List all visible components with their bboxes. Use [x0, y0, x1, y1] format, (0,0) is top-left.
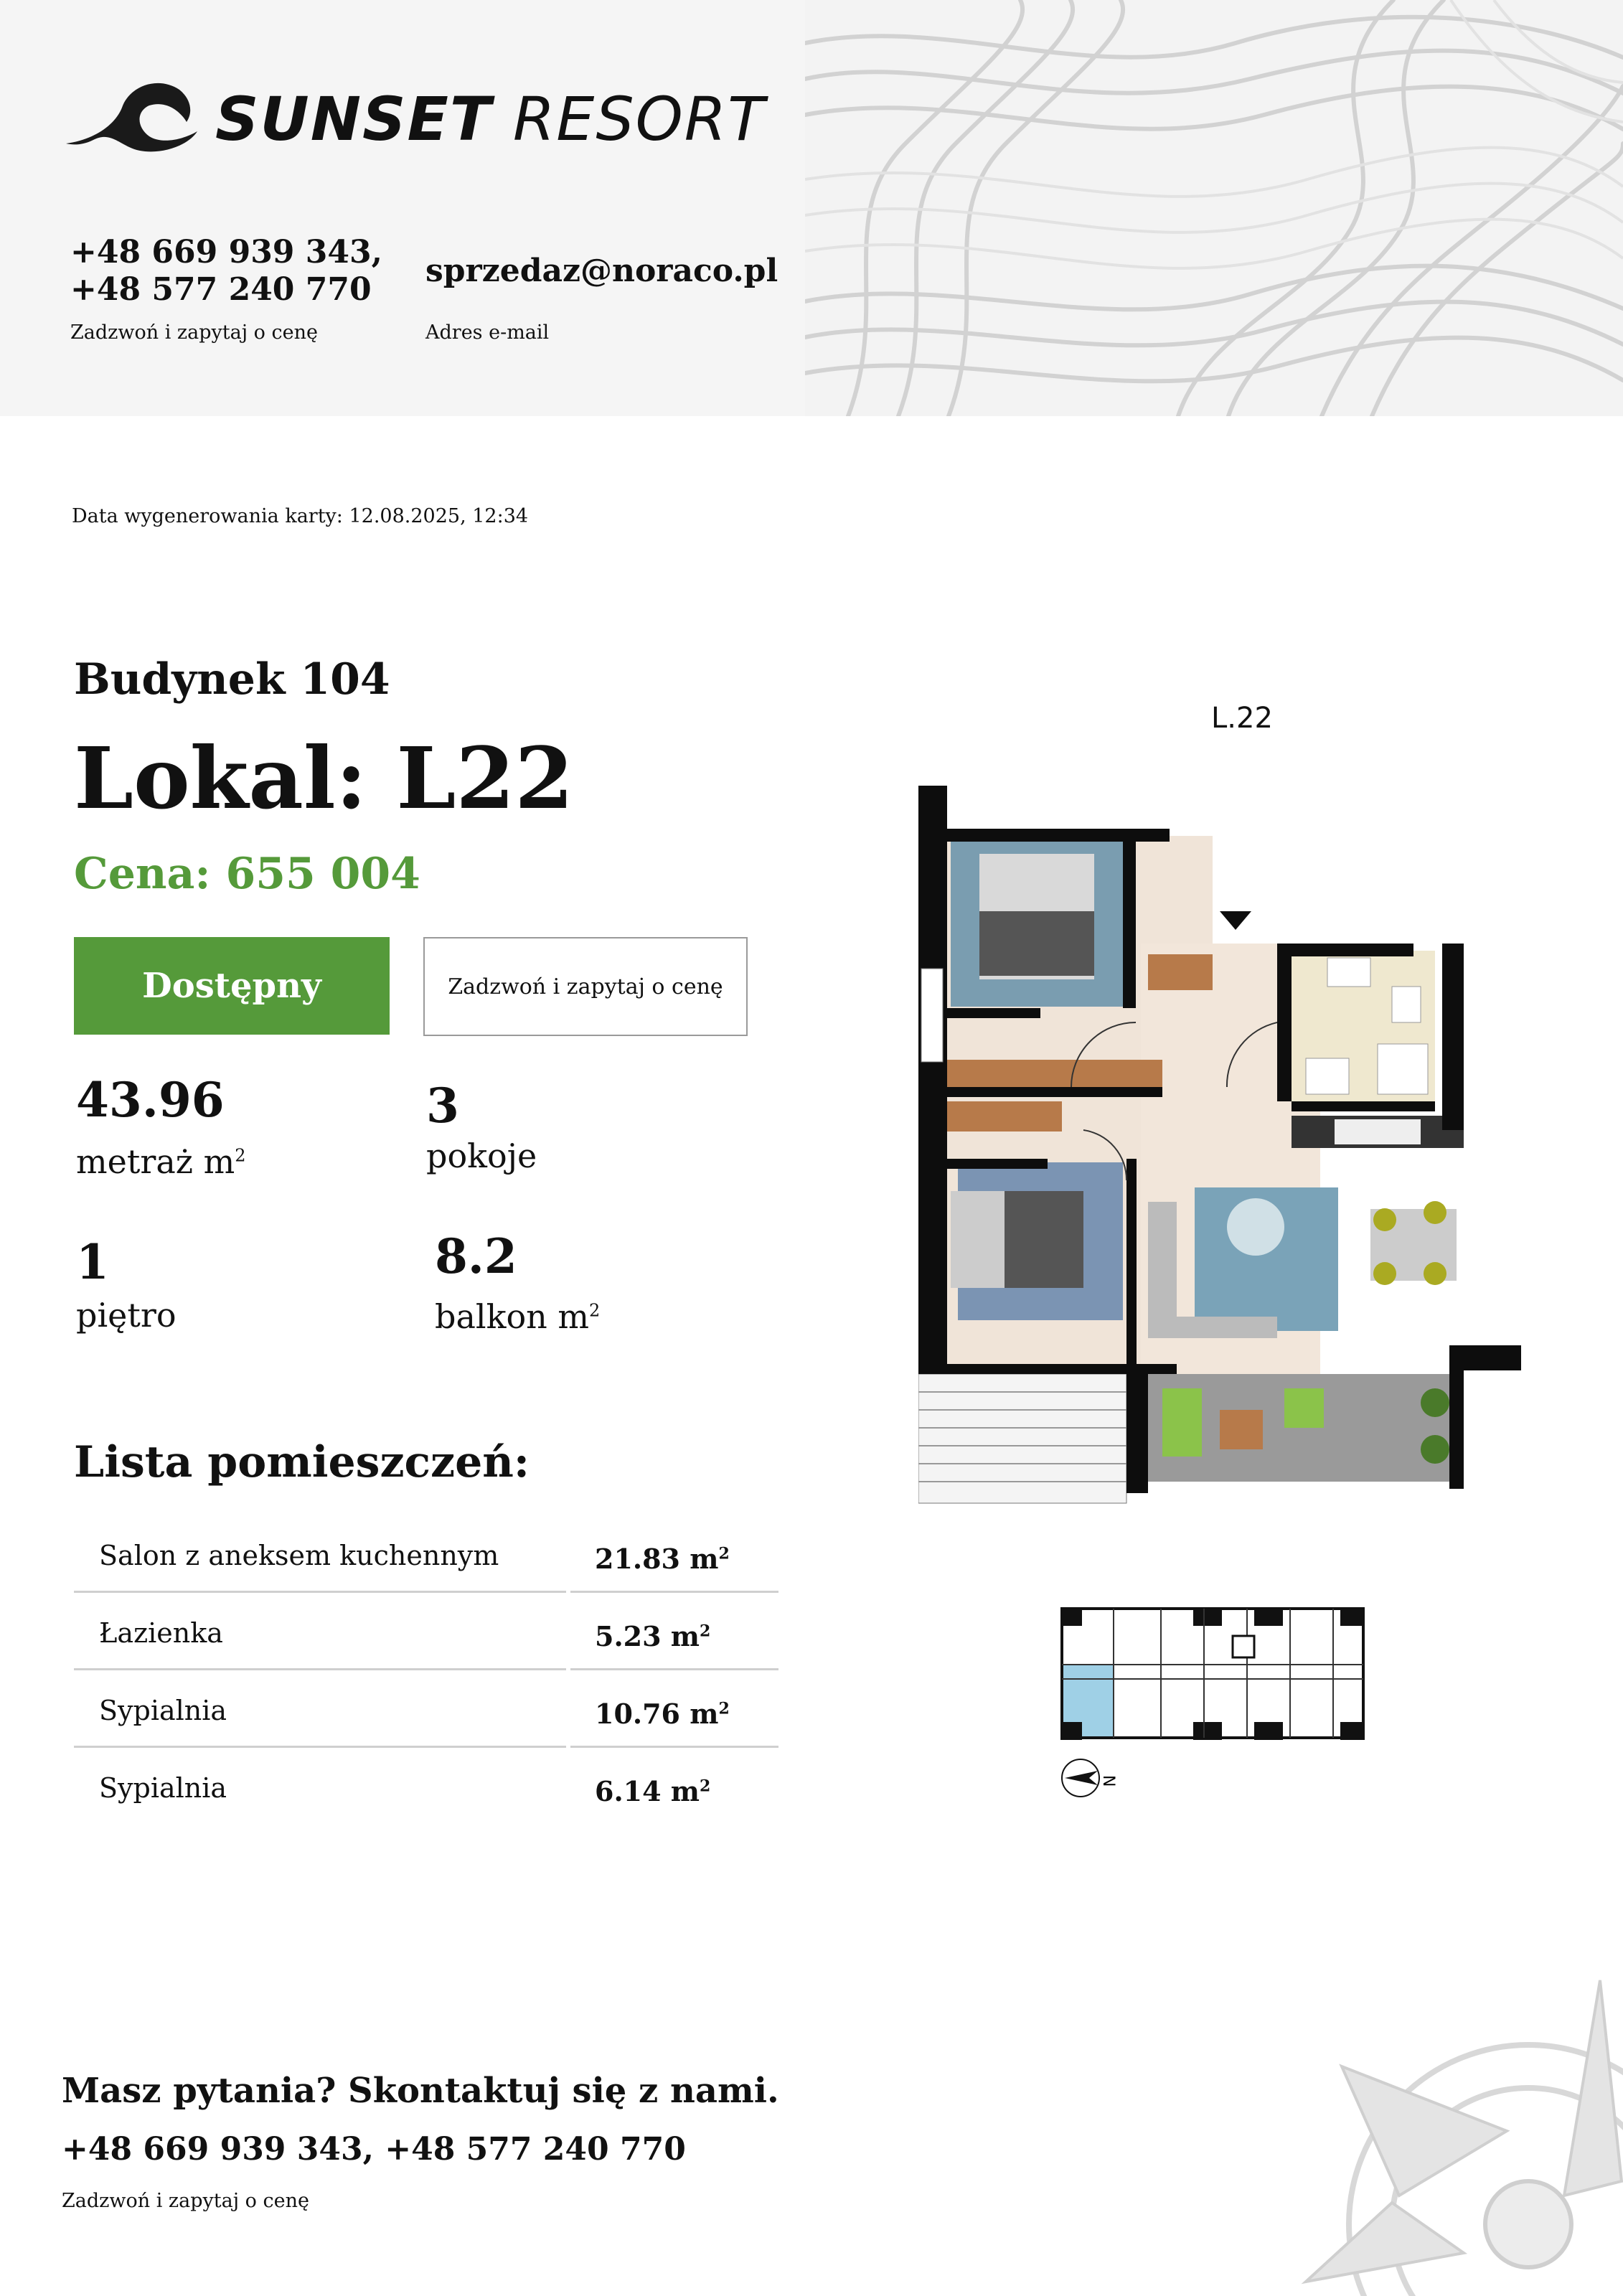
contact-email-caption: Adres e-mail — [425, 321, 550, 344]
footer-phone[interactable]: +48 669 939 343, +48 577 240 770 — [62, 2131, 686, 2168]
room-area: 5.23 $m^2$ — [570, 1596, 778, 1670]
floor-label: piętro — [76, 1296, 177, 1335]
area-label: metraż $m^2$ — [76, 1142, 246, 1181]
table-row — [74, 1673, 778, 1751]
rooms-heading: Lista pomieszczeń: — [74, 1437, 530, 1487]
area-value: 43.96 — [76, 1072, 225, 1128]
header — [0, 0, 1623, 416]
generation-date: Data wygenerowania karty: 12.08.2025, 12:34 — [72, 505, 529, 527]
balcony-value: 8.2 — [435, 1228, 517, 1284]
contact-phone-caption: Zadzwoń i zapytaj o cenę — [70, 321, 318, 344]
room-area: 6.14 $m^2$ — [595, 1775, 711, 1807]
call-for-price-button[interactable]: Zadzwoń i zapytaj o cenę — [423, 937, 748, 1036]
wave-logo-icon — [65, 68, 208, 161]
room-name: Salon z aneksem kuchennym — [74, 1518, 566, 1593]
contact-email[interactable]: sprzedaz@noraco.pl — [425, 253, 778, 289]
table-row — [74, 1518, 778, 1596]
rooms-value: 3 — [426, 1078, 459, 1134]
building-key-plan — [1060, 1607, 1365, 1740]
room-area: 10.76 $m^2$ — [570, 1673, 778, 1748]
floorplan-label: L.22 — [1211, 702, 1273, 735]
table-row — [74, 1751, 778, 1828]
brand-logo — [65, 68, 766, 161]
wave-pattern-decoration — [805, 0, 1623, 416]
contact-phone[interactable]: +48 669 939 343, +48 577 240 770 — [70, 234, 382, 308]
brand-name: SUNSET RESORT — [215, 84, 766, 154]
room-area: 21.83 $m^2$ — [570, 1518, 778, 1593]
footer-caption: Zadzwoń i zapytaj o cenę — [62, 2190, 309, 2212]
unit-title: Lokal: L22 — [74, 728, 574, 828]
balcony-label: balkon $m^2$ — [435, 1297, 601, 1336]
room-name: Łazienka — [74, 1596, 566, 1670]
table-row — [74, 1596, 778, 1673]
rooms-label: pokoje — [426, 1137, 537, 1175]
footer-question: Masz pytania? Skontaktuj się z nami. — [62, 2071, 779, 2111]
north-compass-icon — [1060, 1756, 1118, 1799]
building-title: Budynek 104 — [74, 654, 390, 705]
status-badge[interactable]: Dostępny — [74, 937, 390, 1035]
floor-value: 1 — [76, 1234, 109, 1290]
rooms-table — [74, 1518, 778, 1828]
compass-rose-decoration — [1292, 1966, 1623, 2296]
room-name: Sypialnia — [74, 1673, 566, 1748]
svg-text:N: N — [1099, 1775, 1117, 1787]
floorplan-image — [918, 786, 1521, 1510]
price: Cena: 655 004 — [74, 849, 420, 899]
room-name: Sypialnia — [99, 1772, 227, 1804]
